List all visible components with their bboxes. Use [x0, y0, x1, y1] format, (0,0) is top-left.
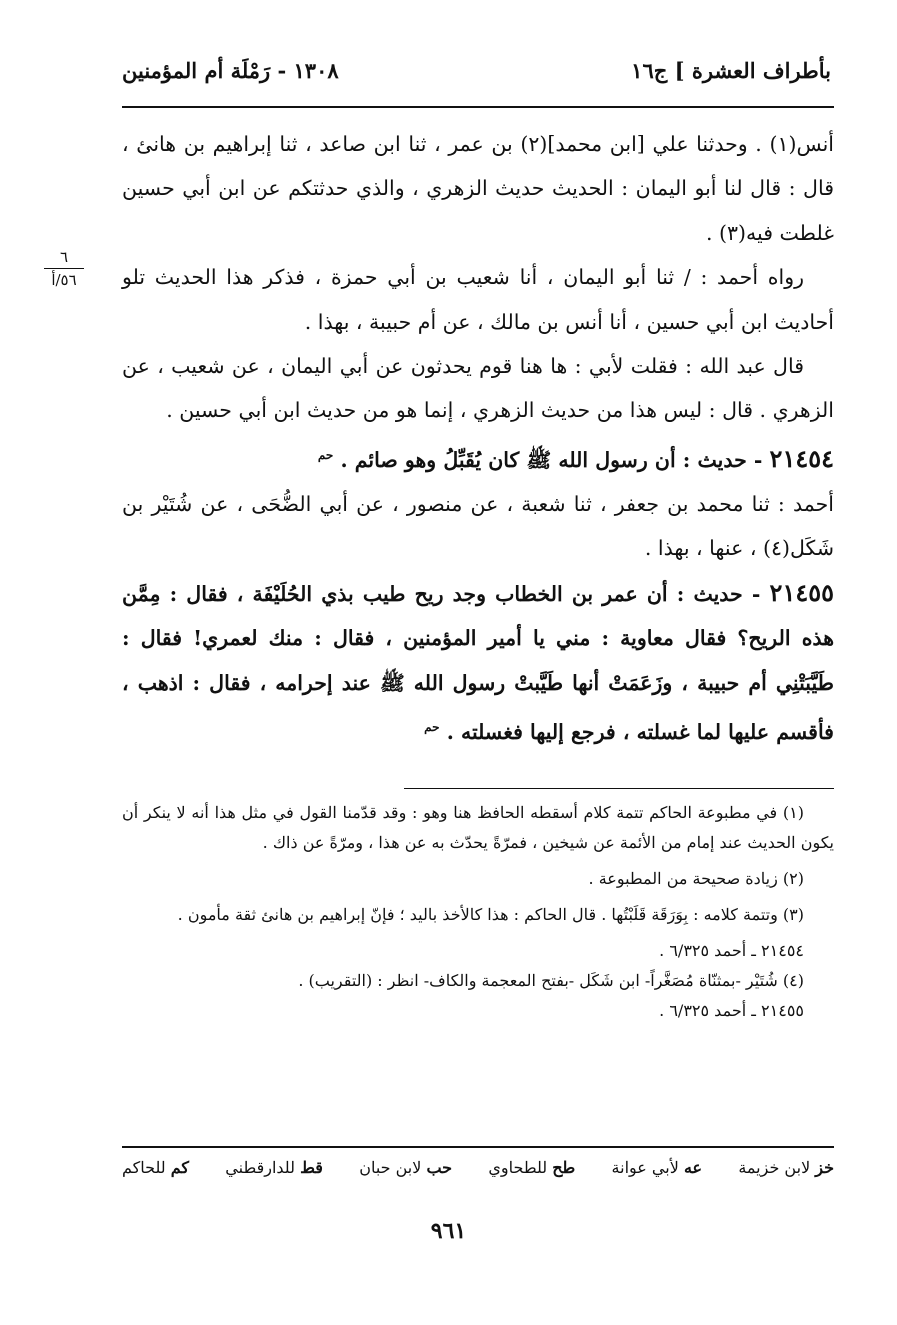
footnotes	[122, 798, 834, 1026]
hadith-text: - حديث : أن عمر بن الخطاب وجد ريح طيب بذي الحُلَيْفَة ، فقال : مِمَّن هذه الريح؟ فقال معاوية : مني يا أمير المؤمنين ، فقال : منك لعمري! فقال : طَيَّبَتْنِي أم حبيبة ، وزَعَمَتْ أنها طَيَّبتْ رسول الله ﷺ عند إحرامه ، فقال : اذهب ، فأقسم عليها لما غسلته ، فرجع إليها فغسلته .	[122, 581, 834, 744]
header-section-title: ١٣٠٨ - رَمْلَة أم المؤمنين	[122, 58, 339, 83]
hadith-number: ٢١٤٥٥	[769, 577, 834, 607]
paragraph: أنس(١) . وحدثنا علي [ابن محمد](٢) بن عمر ، ثنا ابن صاعد ، ثنا إبراهيم بن هانئ ، قال : قال لنا أبو اليمان : الحديث حديث الزهري ، والذي حدثتكم عن ابن أبي حسين غلطت فيه(٣) .	[122, 132, 835, 245]
footnote-rule	[404, 788, 834, 789]
abbreviation-item: كم للحاكم	[122, 1158, 189, 1177]
hadith-number: ٢١٤٥٤	[769, 443, 834, 473]
page-number: ٩٦١	[430, 1218, 467, 1244]
hadith-entry	[122, 571, 834, 754]
paragraph: رواه أحمد : / ثنا أبو اليمان ، أنا شعيب بن أبي حمزة ، فذكر هذا الحديث تلو أحاديث ابن أبي حسين ، أنا أنس بن مالك ، عن أم حبيبة ، بهذا .	[122, 265, 834, 334]
hadith-entry	[122, 433, 834, 482]
abbreviation-item: طح للطحاوي	[488, 1158, 576, 1177]
paragraph: أحمد : ثنا محمد بن جعفر ، ثنا شعبة ، عن منصور ، عن أبي الضُّحَى ، عن شُتَيْر بن شَكَل(٤) ، عنها ، بهذا .	[122, 492, 834, 561]
main-text	[122, 122, 834, 754]
footnote: (٢) زيادة صحيحة من المطبوعة .	[588, 869, 804, 888]
source-mark: حم	[424, 720, 440, 735]
margin-note-top: ٦	[59, 248, 69, 266]
running-header	[122, 58, 831, 92]
header-book-title: بأطراف العشرة ] ج١٦	[631, 58, 831, 83]
abbreviation-item: قط للدارقطني	[225, 1158, 323, 1177]
margin-note	[40, 248, 88, 289]
margin-note-line	[44, 268, 84, 269]
footer-rule	[122, 1146, 834, 1148]
reference-note: ٢١٤٥٤ ـ أحمد ٦/٣٢٥ .	[659, 941, 804, 960]
footnote: (٤) شُتَيْر -بمثنّاة مُصَغَّراً- ابن شَكَل -بفتح المعجمة والكاف- انظر : (التقريب) .	[298, 971, 804, 990]
footnote: (١) في مطبوعة الحاكم تتمة كلام أسقطه الحافظ هنا وهو : وقد قدّمنا القول في مثل هذا أنه لا ينكر أن يكون الحديث عند إمام من الأئمة عن شيخين ، فمرّةً يحدّث به عن هذا ، ومرّةً عن ذاك .	[122, 803, 834, 852]
source-mark: حم	[317, 447, 334, 462]
reference-note: ٢١٤٥٥ ـ أحمد ٦/٣٢٥ .	[659, 1001, 804, 1020]
hadith-text: - حديث : أن رسول الله ﷺ كان يُقَبِّلُ وهو صائم .	[340, 447, 763, 472]
abbreviation-item: حب لابن حبان	[359, 1158, 453, 1177]
header-rule	[122, 106, 834, 108]
margin-note-bottom: ٥٦/أ	[51, 271, 77, 289]
abbreviation-item: عه لأبي عوانة	[611, 1158, 703, 1177]
paragraph: قال عبد الله : فقلت لأبي : ها هنا قوم يحدثون عن أبي اليمان ، عن شعيب ، عن الزهري . قال : ليس هذا من حديث الزهري ، إنما هو من حديث ابن أبي حسين .	[122, 354, 834, 423]
footnote: (٣) وتتمة كلامه : بِوَرَقَة قَلَبْتُها . قال الحاكم : هذا كالأخذ باليد ؛ فإنّ إبراهيم بن هانئ ثقة مأمون .	[177, 905, 804, 924]
abbreviation-item: خز لابن خزيمة	[738, 1158, 834, 1177]
abbreviation-key	[122, 1158, 834, 1177]
